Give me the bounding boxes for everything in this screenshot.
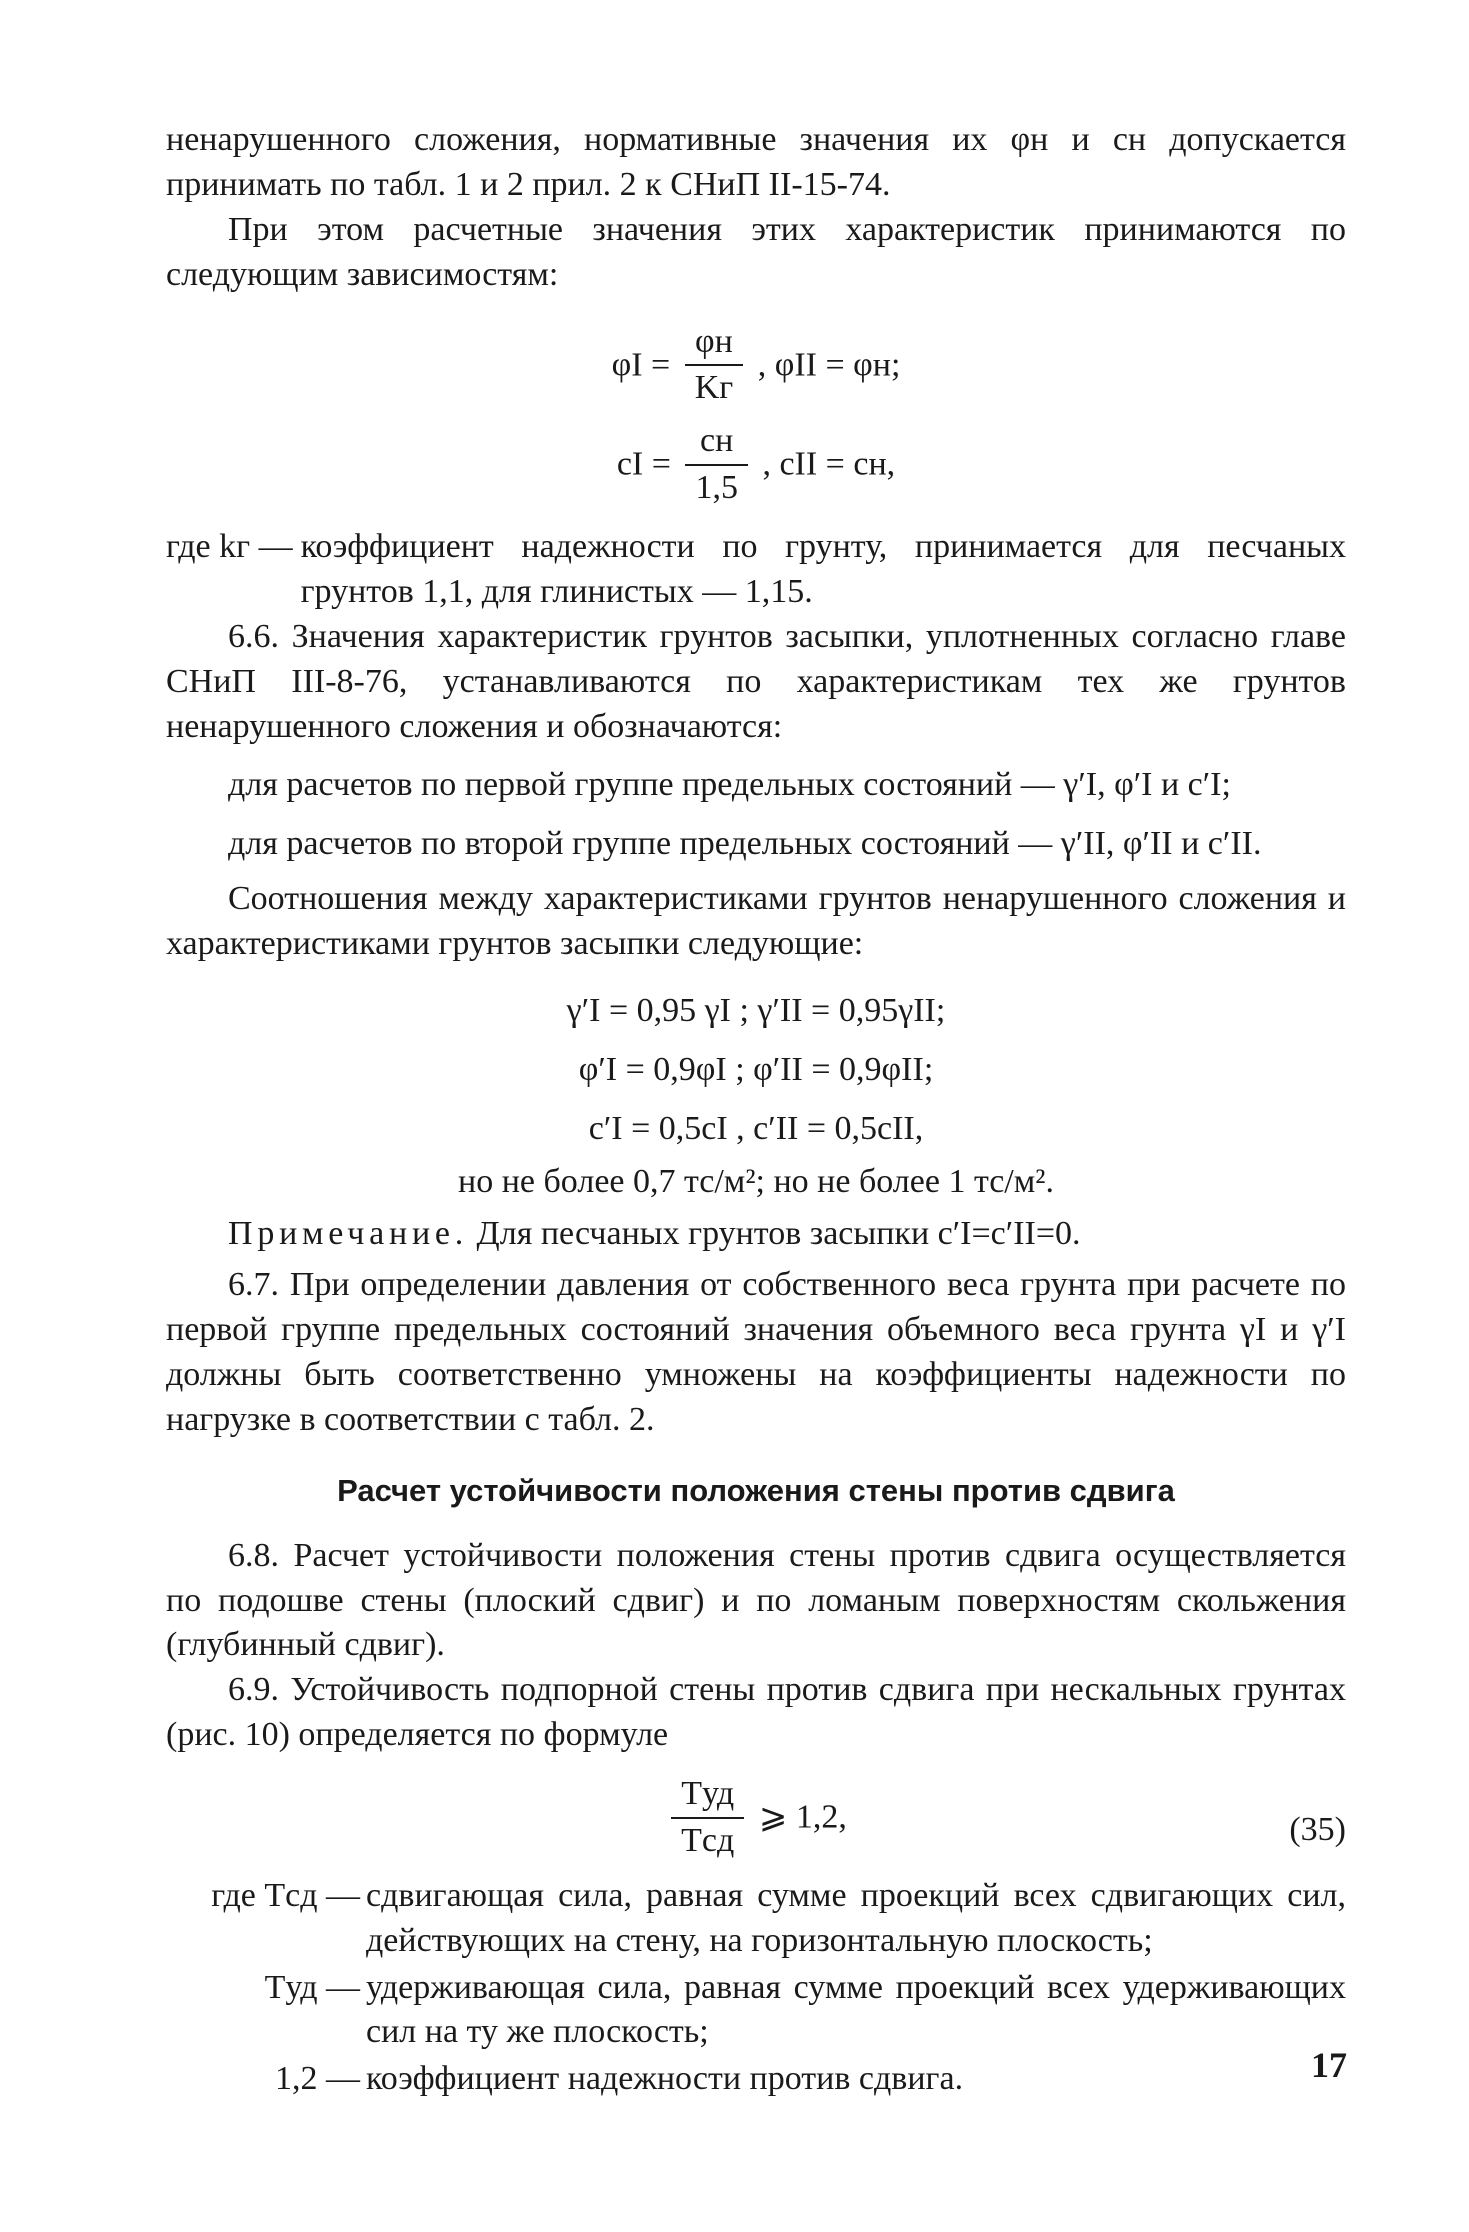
equation-c-backfill: c′I = 0,5cI , c′II = 0,5cII, <box>588 1109 924 1147</box>
eq35-num: Tуд <box>671 1772 744 1819</box>
paragraph-6-7: 6.7. При определении давления от собственного веса грунта при расчете по первой группе предельных состояний значения объемного веса грунта γI и γ′I должны быть соответственно умножены на коэффициенты надежности по нагрузке в соответствии с табл. 2. <box>166 1266 1346 1438</box>
eq-c-right: , cII = cн, <box>762 445 896 483</box>
eq-c-left: cI = <box>616 445 671 483</box>
def-text-tsd: сдвигающая сила, равная сумме проекций всех сдвигающих сил, действующих на стену, на горизонтальную плоскость; <box>366 1876 1346 1959</box>
eq35-right: ⩾ 1,2, <box>758 1798 847 1836</box>
page-body <box>166 118 1346 2102</box>
def-label-tud: Tуд — <box>264 1968 360 2006</box>
equation-number: (35) <box>1289 1811 1346 1849</box>
paragraph-6-6: 6.6. Значения характеристик грунтов засыпки, уплотненных согласно главе СНиП III-8-76, устанавливаются по характеристикам тех же грунтов ненарушенного сложения и обозначаются: <box>166 617 1346 745</box>
equation-c <box>166 419 1346 511</box>
paragraph-6-8: 6.8. Расчет устойчивости положения стены против сдвига осуществляется по подошве стены (плоский сдвиг) и по ломаным поверхностям скольжения (глубинный сдвиг). <box>166 1536 1346 1664</box>
section-heading: Расчет устойчивости положения стены против сдвига <box>337 1472 1175 1508</box>
def-text-factor: коэффициент надежности против сдвига. <box>366 2060 964 2098</box>
equation-phi <box>166 320 1346 412</box>
definitions-list <box>166 1874 1346 2102</box>
eq-c-num: cн <box>685 419 748 466</box>
equation-limits: но не более 0,7 тс/м²; но не более 1 тс/м². <box>458 1162 1054 1200</box>
equation-35 <box>166 1772 1346 1864</box>
def-text-tud: удерживающая сила, равная сумме проекций всех удерживающих сил на ту же плоскость; <box>366 1968 1346 2051</box>
eq35-den: Tсд <box>681 1821 735 1859</box>
eq-phi-right: , φII = φн; <box>757 345 901 383</box>
note-label: Примечание. <box>228 1215 469 1253</box>
eq-c-den: 1,5 <box>695 469 738 507</box>
page-number: 17 <box>1311 2045 1347 2085</box>
paragraph-intro: ненарушенного сложения, нормативные значения их φн и cн допускается принимать по табл. 1 и 2 прил. 2 к СНиП II-15-74. <box>166 121 1346 203</box>
equation-gamma: γ′I = 0,95 γI ; γ′II = 0,95γII; <box>566 991 946 1029</box>
paragraph-6-6-first-group: для расчетов по первой группе предельных состояний — γ′I, φ′I и c′I; <box>228 766 1231 804</box>
equation-phi-backfill: φ′I = 0,9φI ; φ′II = 0,9φII; <box>578 1050 934 1088</box>
eq-phi-left: φI = <box>611 345 671 383</box>
note <box>166 1212 1346 1257</box>
def-label-factor: 1,2 — <box>275 2060 360 2098</box>
eq-phi-den: Kг <box>694 369 734 407</box>
where-kg <box>166 525 1346 615</box>
eq-phi-num: φн <box>685 320 744 367</box>
where-kg-text: коэффициент надежности по грунту, принимается для песчаных грунтов 1,1, для глинистых — 1,15. <box>300 528 1346 610</box>
paragraph-6-6-second-group: для расчетов по второй группе предельных состояний — γ′II, φ′II и c′II. <box>228 825 1262 863</box>
paragraph-6-9: 6.9. Устойчивость подпорной стены против сдвига при нескальных грунтах (рис. 10) определяется по формуле <box>166 1671 1346 1754</box>
paragraph-dependencies: При этом расчетные значения этих характеристик принимаются по следующим зависимостям: <box>166 210 1346 293</box>
def-label-tsd: где Tсд — <box>211 1876 360 1914</box>
where-kg-label: где kг — <box>166 528 293 565</box>
note-text: Для песчаных грунтов засыпки c′I=c′II=0. <box>468 1215 1081 1253</box>
paragraph-6-6-relations: Соотношения между характеристиками грунтов ненарушенного сложения и характеристиками грунтов засыпки следующие: <box>166 880 1346 962</box>
